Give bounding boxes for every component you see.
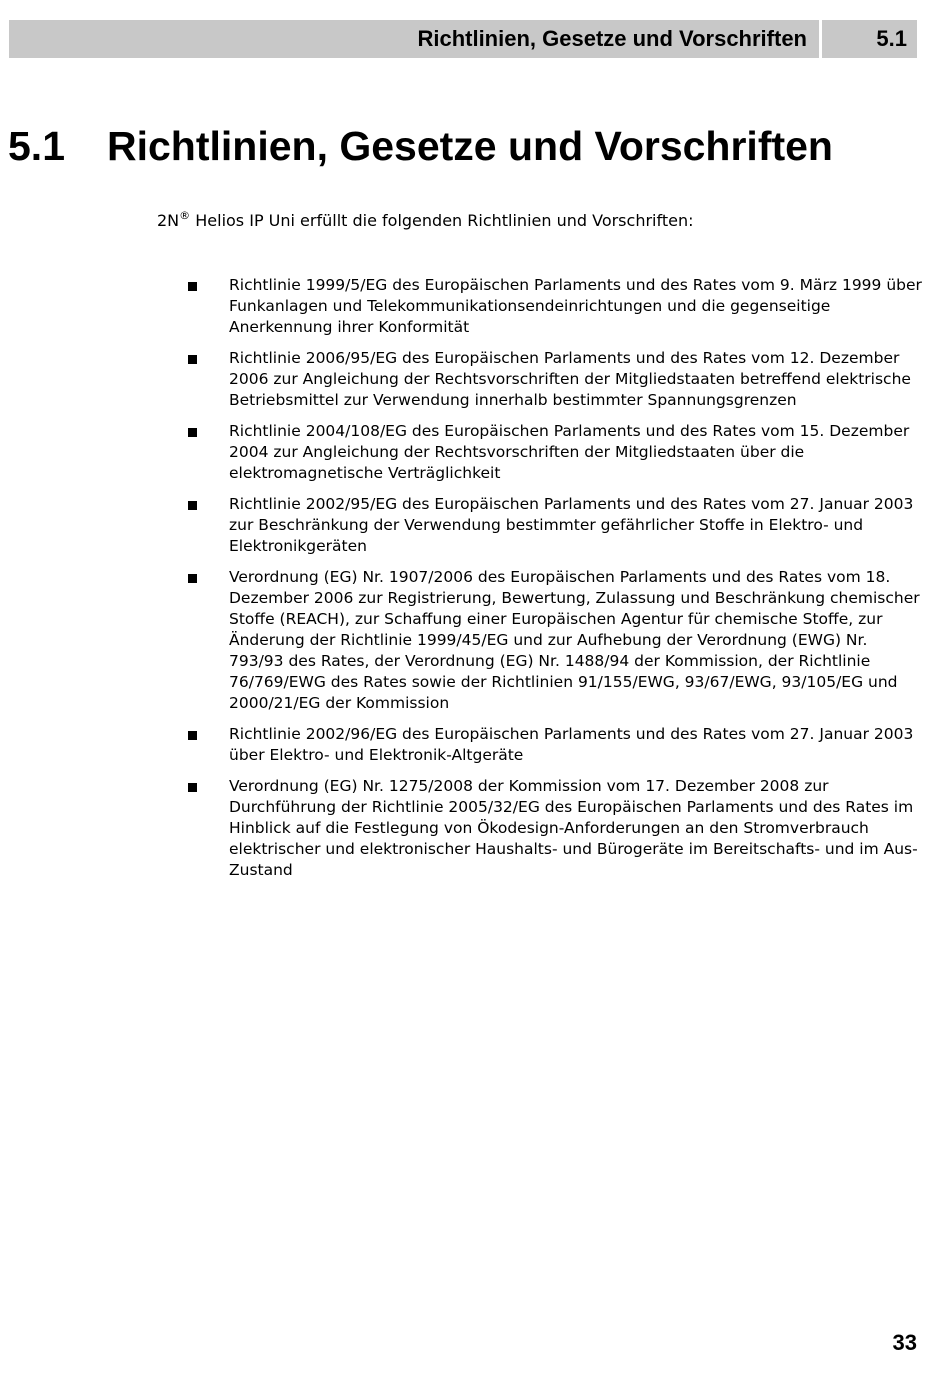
intro-paragraph xyxy=(157,210,693,232)
section-number: 5.1 xyxy=(8,123,65,169)
square-bullet-icon xyxy=(184,494,229,557)
list-item xyxy=(184,776,924,881)
list-item xyxy=(184,724,924,766)
intro-text: Helios IP Uni erfüllt die folgenden Richtlinien und Vorschriften: xyxy=(190,211,694,230)
list-item-text: Richtlinie 2004/108/EG des Europäischen Parlaments und des Rates vom 15. Dezember 2004 zur Angleichung der Rechtsvorschriften der Mitgliedstaaten über die elektromagnetische Verträglichkeit xyxy=(229,422,910,482)
list-item-text: Verordnung (EG) Nr. 1275/2008 der Kommission vom 17. Dezember 2008 zur Durchführung der Richtlinie 2005/32/EG des Europäischen Parlaments und des Rates im Hinblick auf die Festlegung von Ökodesign-Anforderungen an den Stromverbrauch elektrischer und elektronischer Haushalts- und Bürogeräte im Bereitschafts- und im Aus-Zustand xyxy=(229,777,918,879)
page-number: 33 xyxy=(892,1330,917,1355)
header-title-box xyxy=(9,20,819,58)
list-item-text: Richtlinie 2002/95/EG des Europäischen Parlaments und des Rates vom 27. Januar 2003 zur Beschränkung der Verwendung bestimmter gefährlicher Stoffe in Elektro- und Elektronikgeräten xyxy=(229,495,914,555)
registered-mark: ® xyxy=(179,209,191,222)
list-item xyxy=(184,421,924,484)
brand-name: 2N xyxy=(157,211,180,230)
square-bullet-icon xyxy=(184,421,229,484)
section-heading xyxy=(8,120,833,172)
section-title: Richtlinien, Gesetze und Vorschriften xyxy=(107,123,833,169)
list-item xyxy=(184,494,924,557)
list-item xyxy=(184,567,924,714)
running-header xyxy=(9,20,917,58)
list-item xyxy=(184,348,924,411)
header-section-number: 5.1 xyxy=(876,26,907,51)
header-section-box xyxy=(822,20,917,58)
square-bullet-icon xyxy=(184,275,229,338)
list-item-text: Richtlinie 2002/96/EG des Europäischen Parlaments und des Rates vom 27. Januar 2003 über Elektro- und Elektronik-Altgeräte xyxy=(229,725,914,764)
square-bullet-icon xyxy=(184,776,229,881)
list-item-text: Richtlinie 2006/95/EG des Europäischen Parlaments und des Rates vom 12. Dezember 2006 zur Angleichung der Rechtsvorschriften der Mitgliedstaaten betreffend elektrische Betriebsmittel zur Verwendung innerhalb bestimmter Spannungsgrenzen xyxy=(229,349,911,409)
square-bullet-icon xyxy=(184,724,229,766)
list-item xyxy=(184,275,924,338)
square-bullet-icon xyxy=(184,567,229,714)
square-bullet-icon xyxy=(184,348,229,411)
list-item-text: Richtlinie 1999/5/EG des Europäischen Parlaments und des Rates vom 9. März 1999 über Funkanlagen und Telekommunikationsendeinrichtungen und die gegenseitige Anerkennung ihrer Konformität xyxy=(229,276,922,336)
regulation-list xyxy=(184,275,924,891)
list-item-text: Verordnung (EG) Nr. 1907/2006 des Europäischen Parlaments und des Rates vom 18. Dezember 2006 zur Registrierung, Bewertung, Zulassung und Beschränkung chemischer Stoffe (REACH), zur Schaffung einer Europäischen Agentur für chemische Stoffe, zur Änderung der Richtlinie 1999/45/EG und zur Aufhebung der Verordnung (EWG) Nr. 793/93 des Rates, der Verordnung (EG) Nr. 1488/94 der Kommission, der Richtlinie 76/769/EWG des Rates sowie der Richtlinien 91/155/EWG, 93/67/EWG, 93/105/EG und 2000/21/EG der Kommission xyxy=(229,568,920,712)
header-title: Richtlinien, Gesetze und Vorschriften xyxy=(417,26,807,51)
